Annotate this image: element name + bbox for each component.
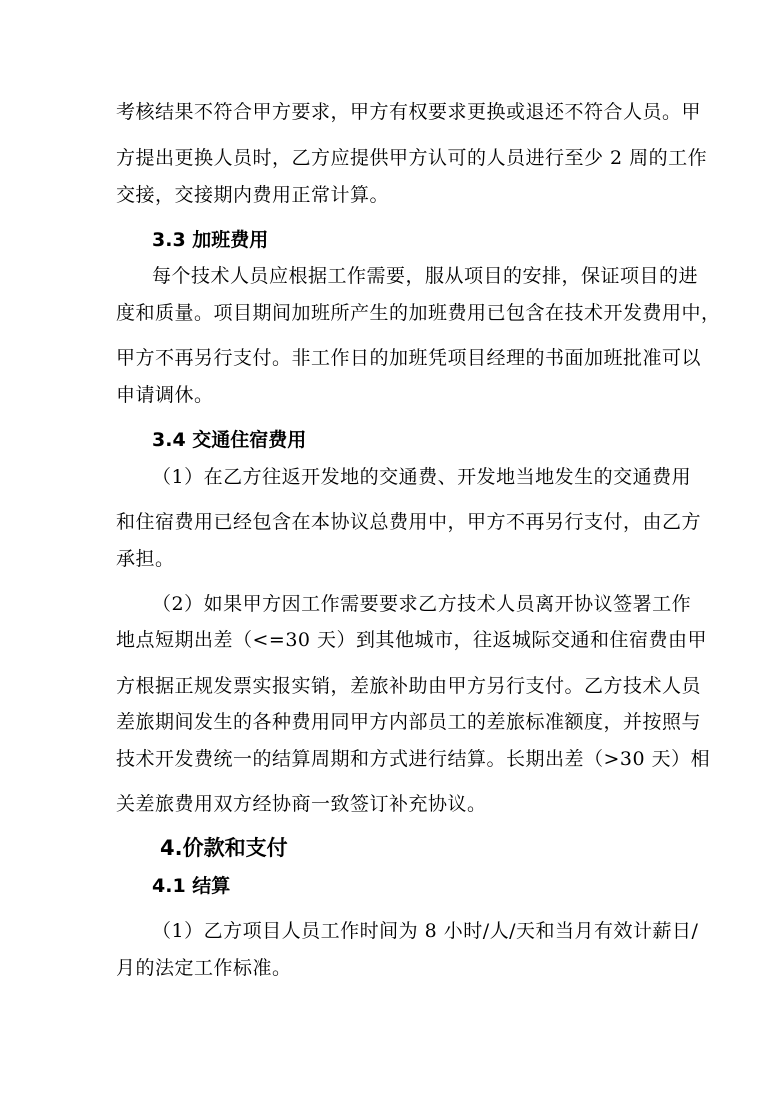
paragraph-line: 方根据正规发票实报实销，差旅补助由甲方另行支付。乙方技术人员 — [116, 675, 702, 697]
section-heading-3-3: 3.3 加班费用 — [152, 229, 269, 251]
paragraph-line: 每个技术人员应根据工作需要，服从项目的安排，保证项目的进 — [152, 265, 699, 287]
paragraph-line: 考核结果不符合甲方要求，甲方有权要求更换或退还不符合人员。甲 — [116, 101, 702, 123]
paragraph-line: 地点短期出差（<=30 天）到其他城市，往返城际交通和住宿费由甲 — [116, 629, 708, 651]
paragraph-line: 差旅期间发生的各种费用同甲方内部员工的差旅标准额度，并按照与 — [116, 711, 702, 733]
section-heading-4: 4.价款和支付 — [160, 836, 288, 860]
paragraph-line: 度和质量。项目期间加班所产生的加班费用已包含在技术开发费用中， — [116, 302, 721, 324]
paragraph-line: 甲方不再另行支付。非工作日的加班凭项目经理的书面加班批准可以 — [116, 347, 702, 369]
paragraph-line: （2）如果甲方因工作需要要求乙方技术人员离开协议签署工作 — [152, 593, 692, 615]
paragraph-line: 交接，交接期内费用正常计算。 — [116, 184, 390, 206]
paragraph-line: 承担。 — [116, 548, 175, 570]
paragraph-line: 技术开发费统一的结算周期和方式进行结算。长期出差（>30 天）相 — [116, 748, 711, 770]
paragraph-line: 月的法定工作标准。 — [116, 957, 292, 979]
paragraph-line: 关差旅费用双方经协商一致签订补充协议。 — [116, 793, 487, 815]
paragraph-line: 方提出更换人员时，乙方应提供甲方认可的人员进行至少 2 周的工作 — [116, 147, 708, 169]
section-heading-4-1: 4.1 结算 — [152, 875, 231, 897]
paragraph-line: 和住宿费用已经包含在本协议总费用中，甲方不再另行支付，由乙方 — [116, 511, 702, 533]
paragraph-line: （1）在乙方往返开发地的交通费、开发地当地发生的交通费用 — [152, 466, 692, 488]
paragraph-line: （1）乙方项目人员工作时间为 8 小时/人/天和当月有效计薪日/ — [152, 920, 699, 942]
paragraph-line: 申请调休。 — [116, 384, 214, 406]
section-heading-3-4: 3.4 交通住宿费用 — [152, 429, 307, 451]
